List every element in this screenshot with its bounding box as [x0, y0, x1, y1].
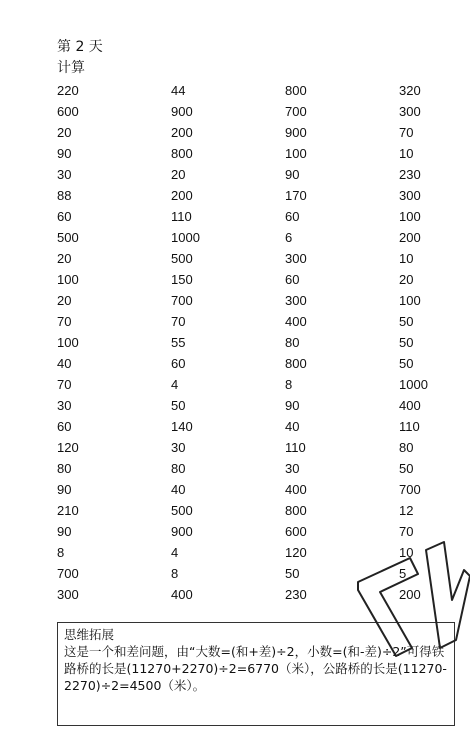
- answer-cell: 30: [285, 461, 300, 476]
- answer-cell: 300: [399, 104, 421, 119]
- answer-cell: 400: [285, 314, 307, 329]
- section-title: 计算: [57, 60, 85, 76]
- answer-cell: 60: [171, 356, 186, 371]
- answer-cell: 100: [399, 209, 421, 224]
- answer-row: [57, 437, 457, 458]
- answer-cell: 900: [285, 125, 307, 140]
- answer-cell: 500: [171, 503, 193, 518]
- answer-row: [57, 185, 457, 206]
- answer-cell: 120: [285, 545, 307, 560]
- answer-cell: 20: [57, 293, 72, 308]
- answer-cell: 150: [171, 272, 193, 287]
- answer-cell: 70: [57, 314, 72, 329]
- answer-cell: 300: [57, 587, 79, 602]
- answer-cell: 70: [399, 524, 414, 539]
- answer-cell: 110: [399, 419, 420, 434]
- answer-cell: 700: [285, 104, 307, 119]
- answer-cell: 100: [57, 272, 79, 287]
- answer-cell: 20: [57, 125, 72, 140]
- answer-cell: 80: [171, 461, 186, 476]
- answer-cell: 210: [57, 503, 79, 518]
- answer-cell: 80: [399, 440, 414, 455]
- answer-cell: 300: [285, 293, 307, 308]
- answer-cell: 200: [171, 125, 193, 140]
- answer-cell: 50: [399, 356, 414, 371]
- answer-cell: 4: [171, 377, 179, 392]
- answer-cell: 900: [171, 524, 193, 539]
- answer-cell: 200: [171, 188, 193, 203]
- answer-row: [57, 143, 457, 164]
- answer-row: [57, 248, 457, 269]
- answer-cell: 220: [57, 83, 79, 98]
- answer-cell: 1000: [399, 377, 428, 392]
- answer-cell: 90: [285, 398, 300, 413]
- answer-cell: 600: [285, 524, 307, 539]
- answer-cell: 8: [285, 377, 293, 392]
- answer-cell: 8: [171, 566, 179, 581]
- answer-cell: 40: [57, 356, 72, 371]
- answer-cell: 70: [171, 314, 186, 329]
- answer-cell: 60: [285, 272, 300, 287]
- answer-cell: 800: [285, 83, 307, 98]
- answer-cell: 6: [285, 230, 293, 245]
- answer-cell: 40: [285, 419, 300, 434]
- answer-cell: 400: [171, 587, 193, 602]
- answer-cell: 50: [171, 398, 186, 413]
- answer-cell: 60: [285, 209, 300, 224]
- answer-cell: 30: [171, 440, 186, 455]
- answer-row: [57, 479, 457, 500]
- answer-cell: 320: [399, 83, 421, 98]
- answer-cell: 44: [171, 83, 186, 98]
- answer-cell: 700: [171, 293, 193, 308]
- answer-cell: 20: [171, 167, 186, 182]
- answer-row: [57, 269, 457, 290]
- answer-row: [57, 122, 457, 143]
- answer-cell: 200: [399, 230, 421, 245]
- explanation-text: 这是一个和差问题，由“大数=(和+差)÷2，小数=(和-差)÷2”可得铁路桥的长是(11270+2270)÷2=6770（米），公路桥的长是(11270-2270)÷2=4500（米）。: [64, 644, 447, 693]
- answer-row: [57, 395, 457, 416]
- answer-cell: 100: [57, 335, 79, 350]
- answer-cell: 5: [399, 566, 407, 581]
- explanation-title: 思维拓展: [64, 627, 115, 642]
- answer-row: [57, 164, 457, 185]
- answer-cell: 10: [399, 545, 414, 560]
- answer-row: [57, 584, 457, 605]
- answer-grid: [57, 80, 457, 605]
- answer-cell: 40: [171, 482, 186, 497]
- answer-cell: 4: [171, 545, 179, 560]
- answer-cell: 300: [399, 188, 421, 203]
- answer-row: [57, 101, 457, 122]
- answer-cell: 90: [57, 482, 72, 497]
- answer-cell: 60: [57, 419, 72, 434]
- answer-cell: 90: [285, 167, 300, 182]
- answer-cell: 400: [399, 398, 421, 413]
- answer-cell: 200: [399, 587, 421, 602]
- answer-cell: 50: [399, 314, 414, 329]
- answer-cell: 120: [57, 440, 79, 455]
- answer-cell: 100: [285, 146, 307, 161]
- answer-cell: 80: [285, 335, 300, 350]
- answer-cell: 10: [399, 251, 414, 266]
- answer-cell: 10: [399, 146, 414, 161]
- answer-cell: 600: [57, 104, 79, 119]
- answer-cell: 8: [57, 545, 65, 560]
- answer-cell: 90: [57, 524, 72, 539]
- answer-cell: 800: [285, 503, 307, 518]
- answer-cell: 30: [57, 167, 72, 182]
- answer-row: [57, 542, 457, 563]
- day-title: 第 2 天: [57, 39, 103, 55]
- answer-row: [57, 563, 457, 584]
- answer-cell: 300: [285, 251, 307, 266]
- answer-row: [57, 311, 457, 332]
- answer-row: [57, 227, 457, 248]
- answer-row: [57, 332, 457, 353]
- answer-row: [57, 206, 457, 227]
- answer-cell: 700: [399, 482, 421, 497]
- answer-cell: 60: [57, 209, 72, 224]
- answer-cell: 12: [399, 503, 414, 518]
- answer-cell: 500: [57, 230, 79, 245]
- answer-row: [57, 374, 457, 395]
- explanation-box: [57, 622, 455, 726]
- answer-row: [57, 353, 457, 374]
- answer-row: [57, 500, 457, 521]
- answer-row: [57, 80, 457, 101]
- answer-row: [57, 416, 457, 437]
- answer-cell: 90: [57, 146, 72, 161]
- answer-cell: 70: [57, 377, 72, 392]
- answer-cell: 20: [57, 251, 72, 266]
- answer-cell: 55: [171, 335, 186, 350]
- answer-cell: 50: [285, 566, 300, 581]
- answer-cell: 20: [399, 272, 414, 287]
- answer-cell: 800: [285, 356, 307, 371]
- answer-row: [57, 290, 457, 311]
- answer-cell: 230: [285, 587, 307, 602]
- answer-cell: 50: [399, 335, 414, 350]
- answer-cell: 140: [171, 419, 193, 434]
- answer-cell: 500: [171, 251, 193, 266]
- answer-cell: 700: [57, 566, 79, 581]
- answer-cell: 30: [57, 398, 72, 413]
- answer-row: [57, 458, 457, 479]
- answer-row: [57, 521, 457, 542]
- answer-cell: 88: [57, 188, 72, 203]
- answer-cell: 100: [399, 293, 421, 308]
- answer-cell: 1000: [171, 230, 200, 245]
- answer-cell: 800: [171, 146, 193, 161]
- answer-cell: 80: [57, 461, 72, 476]
- answer-cell: 170: [285, 188, 307, 203]
- answer-cell: 400: [285, 482, 307, 497]
- answer-cell: 110: [285, 440, 306, 455]
- answer-cell: 900: [171, 104, 193, 119]
- answer-cell: 110: [171, 209, 192, 224]
- answer-cell: 50: [399, 461, 414, 476]
- answer-cell: 70: [399, 125, 414, 140]
- answer-cell: 230: [399, 167, 421, 182]
